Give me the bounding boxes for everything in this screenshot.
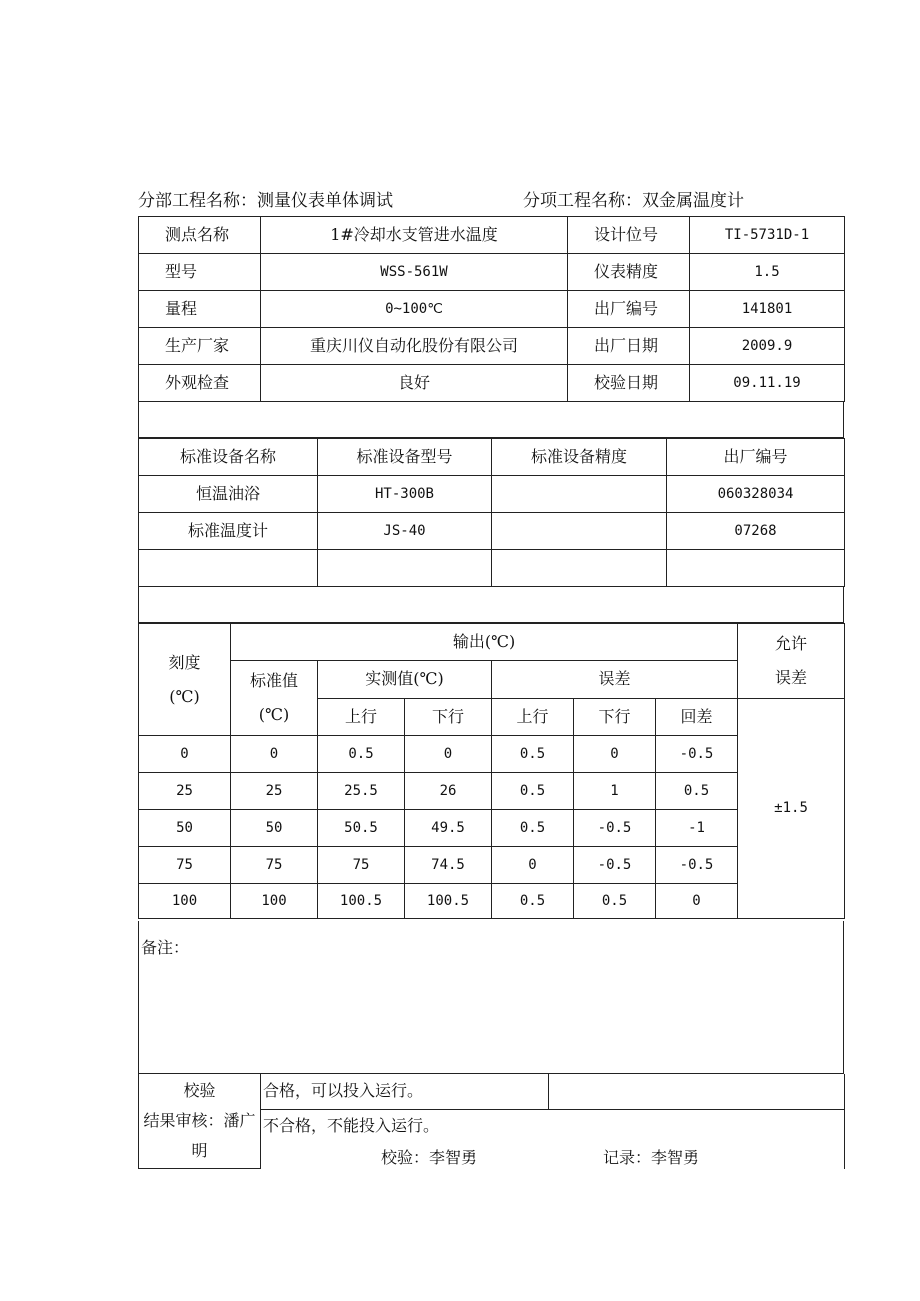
std-cell: [139, 550, 318, 587]
calibration-table: [138, 623, 845, 919]
sub-item-name: [523, 186, 744, 211]
cal-cell: 0: [574, 736, 656, 773]
measured-down-header: 下行: [405, 698, 492, 736]
error-up-header: 上行: [492, 698, 574, 736]
allowed-error-value: ±1.5: [738, 698, 845, 919]
model-value: WSS-561W: [261, 254, 568, 291]
result-label-line1: 校验: [183, 1081, 216, 1100]
table-row: [139, 550, 845, 587]
visual-check-value: 良好: [261, 365, 568, 402]
std-cell: JS-40: [318, 513, 492, 550]
cal-cell: 1: [574, 773, 656, 810]
cal-cell: 0: [656, 884, 738, 919]
allowed-error-header: [738, 624, 845, 699]
serial-label: 出厂编号: [568, 291, 690, 328]
std-cell: 恒温油浴: [139, 476, 318, 513]
standard-value-header: [231, 661, 318, 736]
allowed-label-2: 误差: [775, 667, 808, 687]
recorder-sign: 记录：李智勇: [603, 1147, 700, 1167]
result-table: [138, 1074, 845, 1169]
cal-cell: 75: [318, 847, 405, 884]
sub-item-value: 双金属温度计: [642, 191, 744, 211]
cal-cell: 50: [231, 810, 318, 847]
point-name-label: 测点名称: [139, 217, 261, 254]
measured-up-header: 上行: [318, 698, 405, 736]
hysteresis-header: 回差: [656, 698, 738, 736]
table-row: [139, 217, 845, 254]
std-cell: 标准温度计: [139, 513, 318, 550]
scale-header: [139, 624, 231, 736]
maker-value: 重庆川仪自动化股份有限公司: [261, 328, 568, 365]
model-label: 型号: [139, 254, 261, 291]
cal-cell: -1: [656, 810, 738, 847]
cal-cell: 100: [139, 884, 231, 919]
cal-cell: 0.5: [492, 884, 574, 919]
cal-cell: -0.5: [656, 847, 738, 884]
allowed-label: 允许: [775, 633, 808, 653]
visual-check-label: 外观检查: [139, 365, 261, 402]
cal-cell: 0: [405, 736, 492, 773]
cal-cell: 75: [231, 847, 318, 884]
table-row: [139, 513, 845, 550]
division-label: 分部工程名称：: [138, 191, 257, 211]
cal-cell: -0.5: [574, 810, 656, 847]
accuracy-value: 1.5: [690, 254, 845, 291]
table-row: [139, 328, 845, 365]
std-name-header: 标准设备名称: [139, 439, 318, 476]
std-cell: [667, 550, 845, 587]
cal-cell: 26: [405, 773, 492, 810]
sub-item-label: 分项工程名称：: [523, 191, 642, 211]
division-value: 测量仪表单体调试: [257, 191, 393, 211]
std-accuracy-header: 标准设备精度: [492, 439, 667, 476]
spacer-row: [138, 401, 844, 438]
cal-cell: 0.5: [492, 736, 574, 773]
notes-box: [138, 921, 844, 1074]
accuracy-label: 仪表精度: [568, 254, 690, 291]
maker-label: 生产厂家: [139, 328, 261, 365]
cal-cell: 25: [231, 773, 318, 810]
signature-cell: [261, 1109, 845, 1168]
table-row: [139, 254, 845, 291]
std-model-header: 标准设备型号: [318, 439, 492, 476]
cal-cell: 0.5: [318, 736, 405, 773]
division-name: [138, 186, 393, 211]
design-tag-value: TI-5731D-1: [690, 217, 845, 254]
calibration-data: [138, 623, 844, 921]
scale-label: 刻度: [168, 652, 201, 672]
table-row: [139, 291, 845, 328]
cal-cell: 100.5: [318, 884, 405, 919]
cal-cell: 0: [492, 847, 574, 884]
mfg-date-label: 出厂日期: [568, 328, 690, 365]
cal-cell: 0.5: [492, 773, 574, 810]
inspector-sign: 校验：李智勇: [381, 1147, 478, 1167]
result-section: [138, 1074, 844, 1170]
instrument-info: [138, 216, 844, 401]
cal-cell: 100.5: [405, 884, 492, 919]
scale-unit: (℃): [169, 686, 200, 706]
standard-label: 标准值: [249, 671, 298, 690]
cal-cell: 74.5: [405, 847, 492, 884]
output-header: 输出(℃): [231, 624, 738, 661]
result-label-line2: 结果审核：潘广明: [143, 1111, 256, 1160]
cal-cell: 0.5: [656, 773, 738, 810]
table-row: [139, 365, 845, 402]
result-blank-cell: [549, 1074, 845, 1109]
cal-cell: 25.5: [318, 773, 405, 810]
calibration-sheet: [138, 216, 844, 1170]
cal-cell: -0.5: [656, 736, 738, 773]
spacer-row: [138, 586, 844, 623]
cal-cell: 0.5: [492, 810, 574, 847]
instrument-table: [138, 216, 845, 402]
cal-cell: 0: [231, 736, 318, 773]
std-cell: [492, 550, 667, 587]
error-header: 误差: [492, 661, 738, 699]
std-cell: [492, 476, 667, 513]
error-down-header: 下行: [574, 698, 656, 736]
serial-value: 141801: [690, 291, 845, 328]
std-cell: [492, 513, 667, 550]
table-row: [139, 439, 845, 476]
std-cell: 060328034: [667, 476, 845, 513]
cal-cell: -0.5: [574, 847, 656, 884]
standard-unit: (℃): [258, 705, 290, 724]
std-cell: [318, 550, 492, 587]
cal-cell: 0: [139, 736, 231, 773]
design-tag-label: 设计位号: [568, 217, 690, 254]
standard-equipment: [138, 438, 844, 586]
std-cell: 07268: [667, 513, 845, 550]
standards-table: [138, 438, 845, 587]
cal-cell: 50: [139, 810, 231, 847]
pass-text: 合格，可以投入运行。: [261, 1074, 549, 1109]
range-value: 0~100℃: [261, 291, 568, 328]
table-row: [139, 1074, 845, 1109]
table-row: [139, 624, 845, 661]
result-label: [139, 1074, 261, 1169]
cal-date-value: 09.11.19: [690, 365, 845, 402]
cal-cell: 100: [231, 884, 318, 919]
cal-cell: 49.5: [405, 810, 492, 847]
fail-text: 不合格，不能投入运行。: [263, 1115, 440, 1135]
cal-date-label: 校验日期: [568, 365, 690, 402]
point-name-value: 1#冷却水支管进水温度: [261, 217, 568, 254]
cal-cell: 75: [139, 847, 231, 884]
std-cell: HT-300B: [318, 476, 492, 513]
notes-label: 备注：: [141, 938, 190, 957]
mfg-date-value: 2009.9: [690, 328, 845, 365]
range-label: 量程: [139, 291, 261, 328]
cal-cell: 0.5: [574, 884, 656, 919]
cal-cell: 25: [139, 773, 231, 810]
std-serial-header: 出厂编号: [667, 439, 845, 476]
measured-header: 实测值(℃): [318, 661, 492, 699]
table-row: [139, 476, 845, 513]
cal-cell: 50.5: [318, 810, 405, 847]
